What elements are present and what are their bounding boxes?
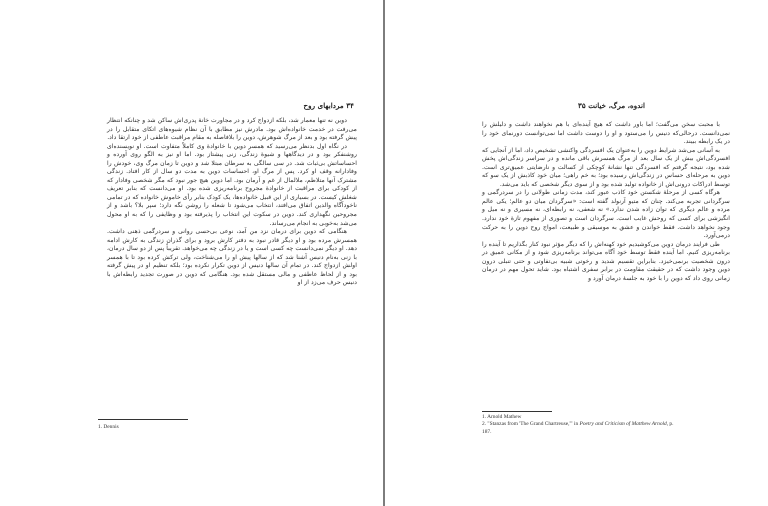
paragraph: هرگاه کسی از مرحلهٔ شکستن خود کاذب عبور کند، مدت زمانی طولانی را در سردرگمی و سرگردانی تجربه می‌کند. چنان که متیو آرنولد گفته است: «سرگردان میان دو عالم؛ یکی عالم مرده و عالم دیگری که توان زاده شدن ندارد.» نه شعفی، نه رابطه‌ای، نه مسیری و نه میل و انگیزشی برای کسی که روحش غایب است. سرگردان است و تصوری از مفهوم تازهٔ خود ندارد. وجود نخواهد داشت. فقط خواندن و عشق به موسیقی و طبیعت، امواج روح دوین را به حرکت درمی‌آورد. [482, 189, 730, 240]
right-page [385, 0, 768, 506]
right-body-text [482, 121, 730, 283]
footnote-2-title: Poetry and Criticism of Matthew Arnold [579, 421, 667, 427]
right-footnote-1: 1. Arnold Mathew [482, 414, 522, 420]
paragraph: هنگامی که دوین برای درمان نزد من آمد، نوعی بی‌حسی روانی و سردرگمی ذهنی داشت. همسرش مرده بود و او دیگر قادر نبود به دفتر کارش برود و برای گذران زندگی به کارش ادامه دهد. او دیگر نمی‌دانست چه کسی است و یا در زندگی چه می‌خواهد. تقریباً پس از دو سال درمان، با زنی به‌نام دنیس آشنا شد که از سالها پیش او را می‌شناخت، ولی ترکش کرده بود تا با همسر اولش ازدواج کند. در تمام آن سالها دنیس از دوین تکرار نکرده بود؛ بلکه تنظیم او در پیش گرفته بود و از لحاظ عاطفی و مالی مستقل شده بود. هنگامی که دوین در صورت تجدید رابطه‌اش با دنیس حرف می‌زد از او [107, 228, 357, 287]
right-running-header: اندوه، مرگ، خیانت ۳۵ [578, 101, 645, 110]
left-running-header: ۳۴ مردابهای روح [303, 101, 354, 110]
paragraph: دوین نه تنها معمار شد، بلکه ازدواج کرد و در مجاورت خانهٔ پدری‌اش ساکن شد و چنانکه انتظار می‌رفت در خدمت خانواده‌اش بود. مادرش نیز مطابق با آن نظام شیوه‌های اتکای متقابل را در پیش گرفته بود و بعد از مرگ شوهرش، دوین را بلافاصله به مقام مراقبت عاطفی از خود ارتقا داد. [107, 117, 357, 142]
paragraph: در نگاه اول بدنظر می‌رسید که همسر دوین با خانوادهٔ وی کاملاً متفاوت است. او نویسنده‌ای روشنفکر بود و در دیدگاهها و شیوهٔ زندگی، زنی پیشتاز بود. اما او نیز به الگو روی آورده و احساساتش بی‌ثبات شد. در سی سالگی به سرطان مبتلا شد و دوین تا زمان مرگ وی، خودش را وفادارانه وقف او کرد. پس از مرگ او، احساسات دوین به مدت دو سال از کار افتاد. زندگی مشترک آنها متلاطم، ملالمال از غم و آرمان بود. اما دوین هیچ جور نبود که مگر شخصی وفادار که از کودکی برای مراقبت از خانوادهٔ مجروح برنامه‌ریزی شده بود. او می‌دانست که بنابر تعریف شغلش کیست. در بسیاری از این قبیل خانواده‌ها، یک کودک بنابر رأی خاموش خانواده که در تمامی ناخودآگاه والدین اتفاق می‌افتد، انتخاب می‌شود تا شعله را روشن نگه دارد؛ سپر بلا؟ باشد و از مجروحین نگهداری کند. دوین در سکوت این انتخاب را پذیرفته بود و وظایفی را که به او محول می‌شد به‌خوبی به انجام می‌رساند. [107, 142, 357, 227]
left-footnote-1: 1. Dennis [98, 424, 119, 430]
right-footnote-2 [482, 421, 682, 436]
footnote-2-prefix: 2. "Stanzas from 'The Grand Chartreuse,'" in [482, 421, 579, 427]
left-body-text [107, 117, 357, 288]
paragraph: با محبت سخن می‌گفت؛ اما باور داشت که هیچ آینده‌ای با هم نخواهند داشت و دلیلش را نمی‌دانست. درحالی‌که دنیس را می‌ستود و او را دوست داشت اما نمی‌توانست دورنمای خود را در یک رابطه ببیند. [482, 121, 730, 146]
footnote-2-page: , p. 187. [482, 421, 674, 435]
footnote-rule [482, 411, 552, 412]
left-page [0, 0, 383, 506]
footnote-rule [98, 419, 188, 420]
paragraph: به آسانی می‌شد شرایط دوین را به‌عنوان یک افسردگی واکنشی تشخیص داد، اما از آنجایی که افسردگی‌اش بیش از یک سال بعد از مرگ همسرش باقی مانده و در سراسر زندگی‌اش پخش شده بود، نتیجه گرفتم که افسردگی تنها نشانهٔ کوچکی از کسالت و نارضایتی عمیق‌تری است. دوین به مرحله‌ای حساس در زندگی‌اش رسیده بود؛ به خم راهی؛ میان خود کاذبش از یک سو که توسط ادراکات درونی‌اش از خانواده تولید شده بود و از سوی دیگر شخصی که باید می‌شد. [482, 146, 730, 188]
paragraph: طی فرایند درمان دوین می‌کوشیدیم خود کهنه‌اش را که دیگر مؤثر نبود کنار بگذاریم تا آینده را برنامه‌ریزی کنیم. اما آینده فقط توسط خود آگاه می‌تواند برنامه‌ریزی شود و از مکانی عمیق در درون شخصیت برنمی‌خیزد. بنابراین تقسیم شدید و رخوتی شبیه بی‌تفاوتی و حتی تنبلی درون دوین وجود داشت که در حقیقت مقاومت در برابر سفری اشتباه بود. شاید تحول مهم در درمان زمانی روی داد که دوین را با خود به جلسهٔ درمان آورد و [482, 240, 730, 282]
